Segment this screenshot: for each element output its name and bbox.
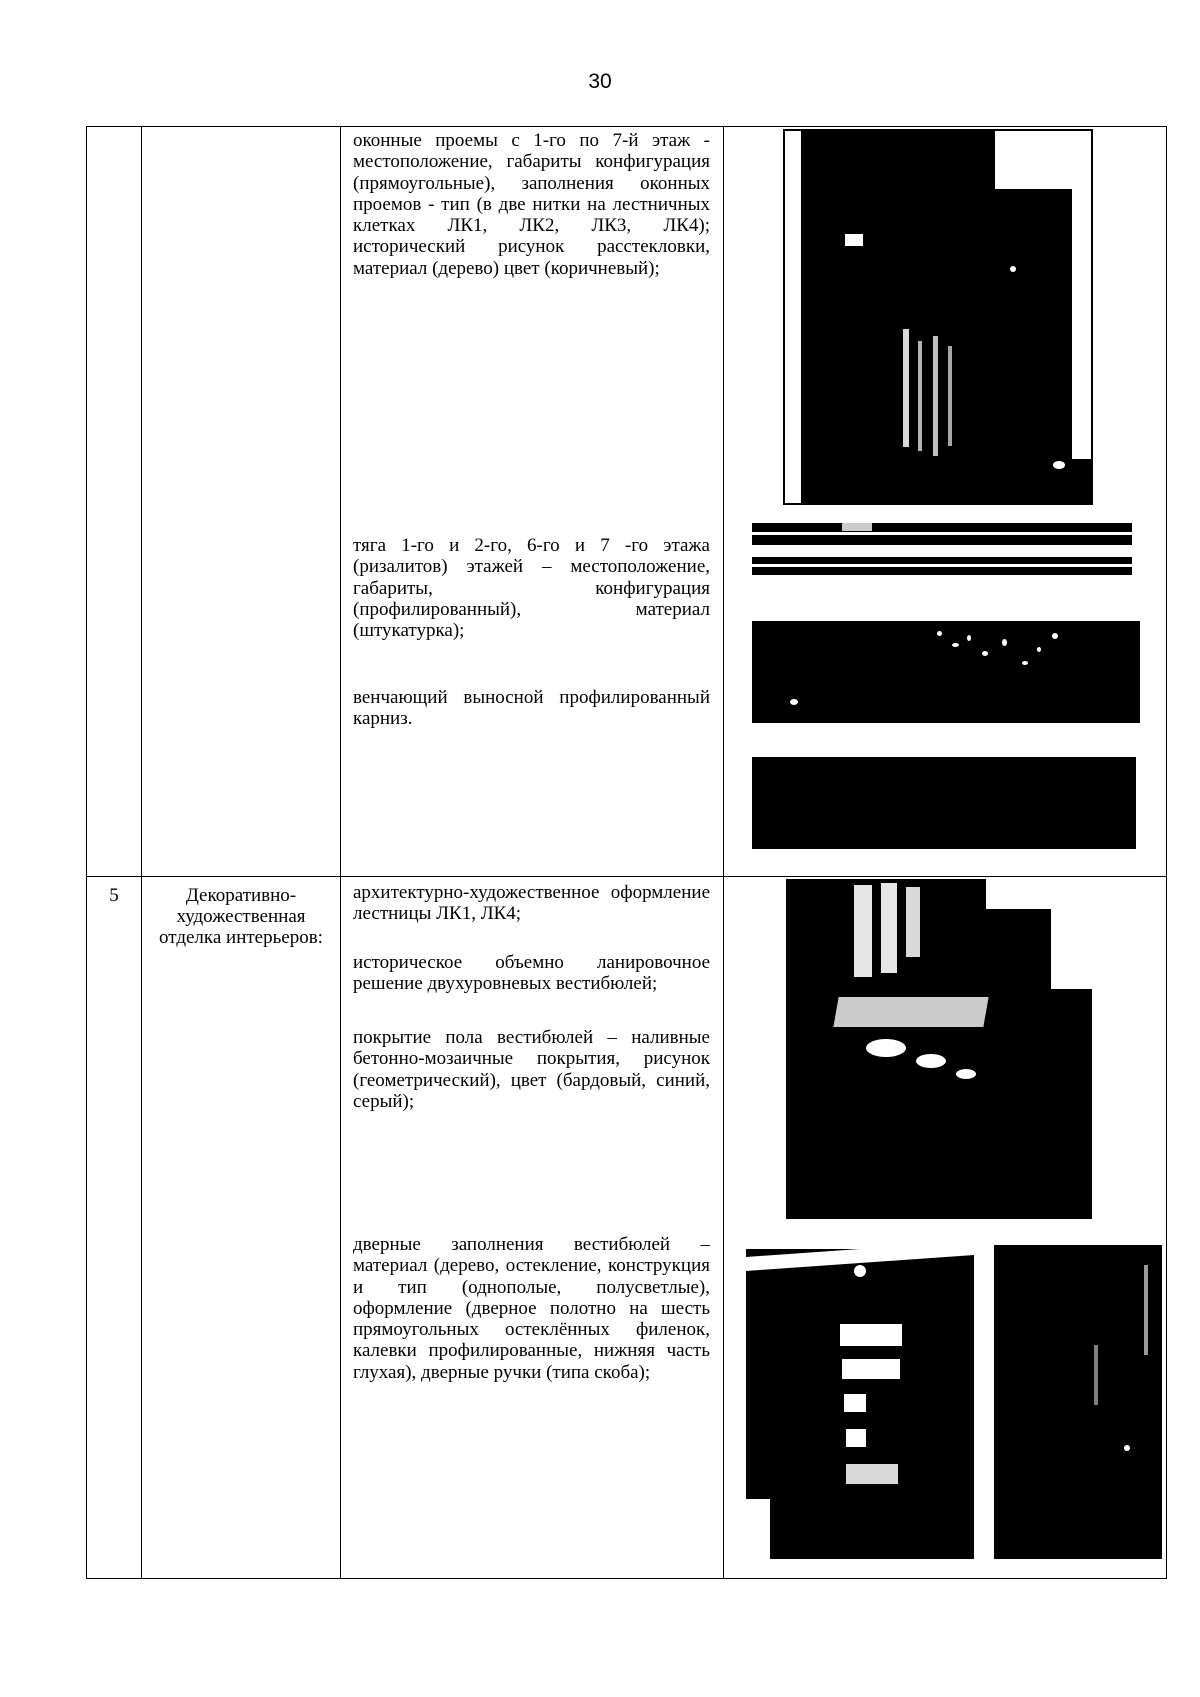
crowning-cornice-photo <box>752 757 1136 849</box>
description-paragraph: историческое объемно ланировочное решение двухуровневых вестибюлей; <box>353 952 710 995</box>
photo-cell <box>724 127 1167 877</box>
description-paragraph: венчающий выносной профилированный карниз. <box>353 687 710 730</box>
description-paragraph: архитектурно-художественное оформление лестницы ЛК1, ЛК4; <box>353 882 710 925</box>
description-paragraph: тяга 1-го и 2-го, 6-го и 7 -го этажа (ризалитов) этажей – местоположение, габариты, конфигурация (профилированный), материал (штукатурка); <box>353 535 710 642</box>
row-number-cell <box>87 877 142 1579</box>
description-paragraph: покрытие пола вестибюлей – наливные бетонно-мозаичные покрытия, рисунок (геометрический), цвет (бардовый, синий, серый); <box>353 1027 710 1112</box>
description-paragraph: дверные заполнения вестибюлей – материал (дерево, остекление, конструкция и тип (однополые, полусветлые), оформление (дверное полотно на шесть прямоугольных остеклённых филенок, калевки профилированные, нижняя часть глухая), дверные ручки (типа скоба); <box>353 1234 710 1383</box>
cornice-strip-photo <box>752 523 1132 545</box>
table-row <box>87 877 1167 1579</box>
row-number: 5 <box>109 885 119 906</box>
vestibule-door-photo <box>746 1249 974 1559</box>
facade-band-photo <box>752 621 1140 723</box>
row-number-cell <box>87 127 142 877</box>
row-name-cell <box>142 877 341 1579</box>
description-cell <box>341 127 724 877</box>
description-cell <box>341 877 724 1579</box>
photo-cell <box>724 877 1167 1579</box>
table-row <box>87 127 1167 877</box>
row-name-cell <box>142 127 341 877</box>
window-opening-photo <box>783 129 1093 505</box>
monument-subject-table <box>86 126 1167 1579</box>
page-number: 30 <box>588 70 612 93</box>
cornice-band-photo <box>752 557 1132 575</box>
description-paragraph: оконные проемы с 1-го по 7-й этаж - местоположение, габариты конфигурация (прямоугольные), заполнения оконных проемов - тип (в две нитки на лестничных клетках ЛК1, ЛК2, ЛК3, ЛК4); исторический рисунок расстекловки, материал (дерево) цвет (коричневый); <box>353 130 710 279</box>
row-name: Декоративно-художественная отделка интерьеров: <box>159 885 323 948</box>
staircase-vestibule-photo <box>786 879 1092 1219</box>
vestibule-door-side-photo <box>994 1245 1162 1559</box>
